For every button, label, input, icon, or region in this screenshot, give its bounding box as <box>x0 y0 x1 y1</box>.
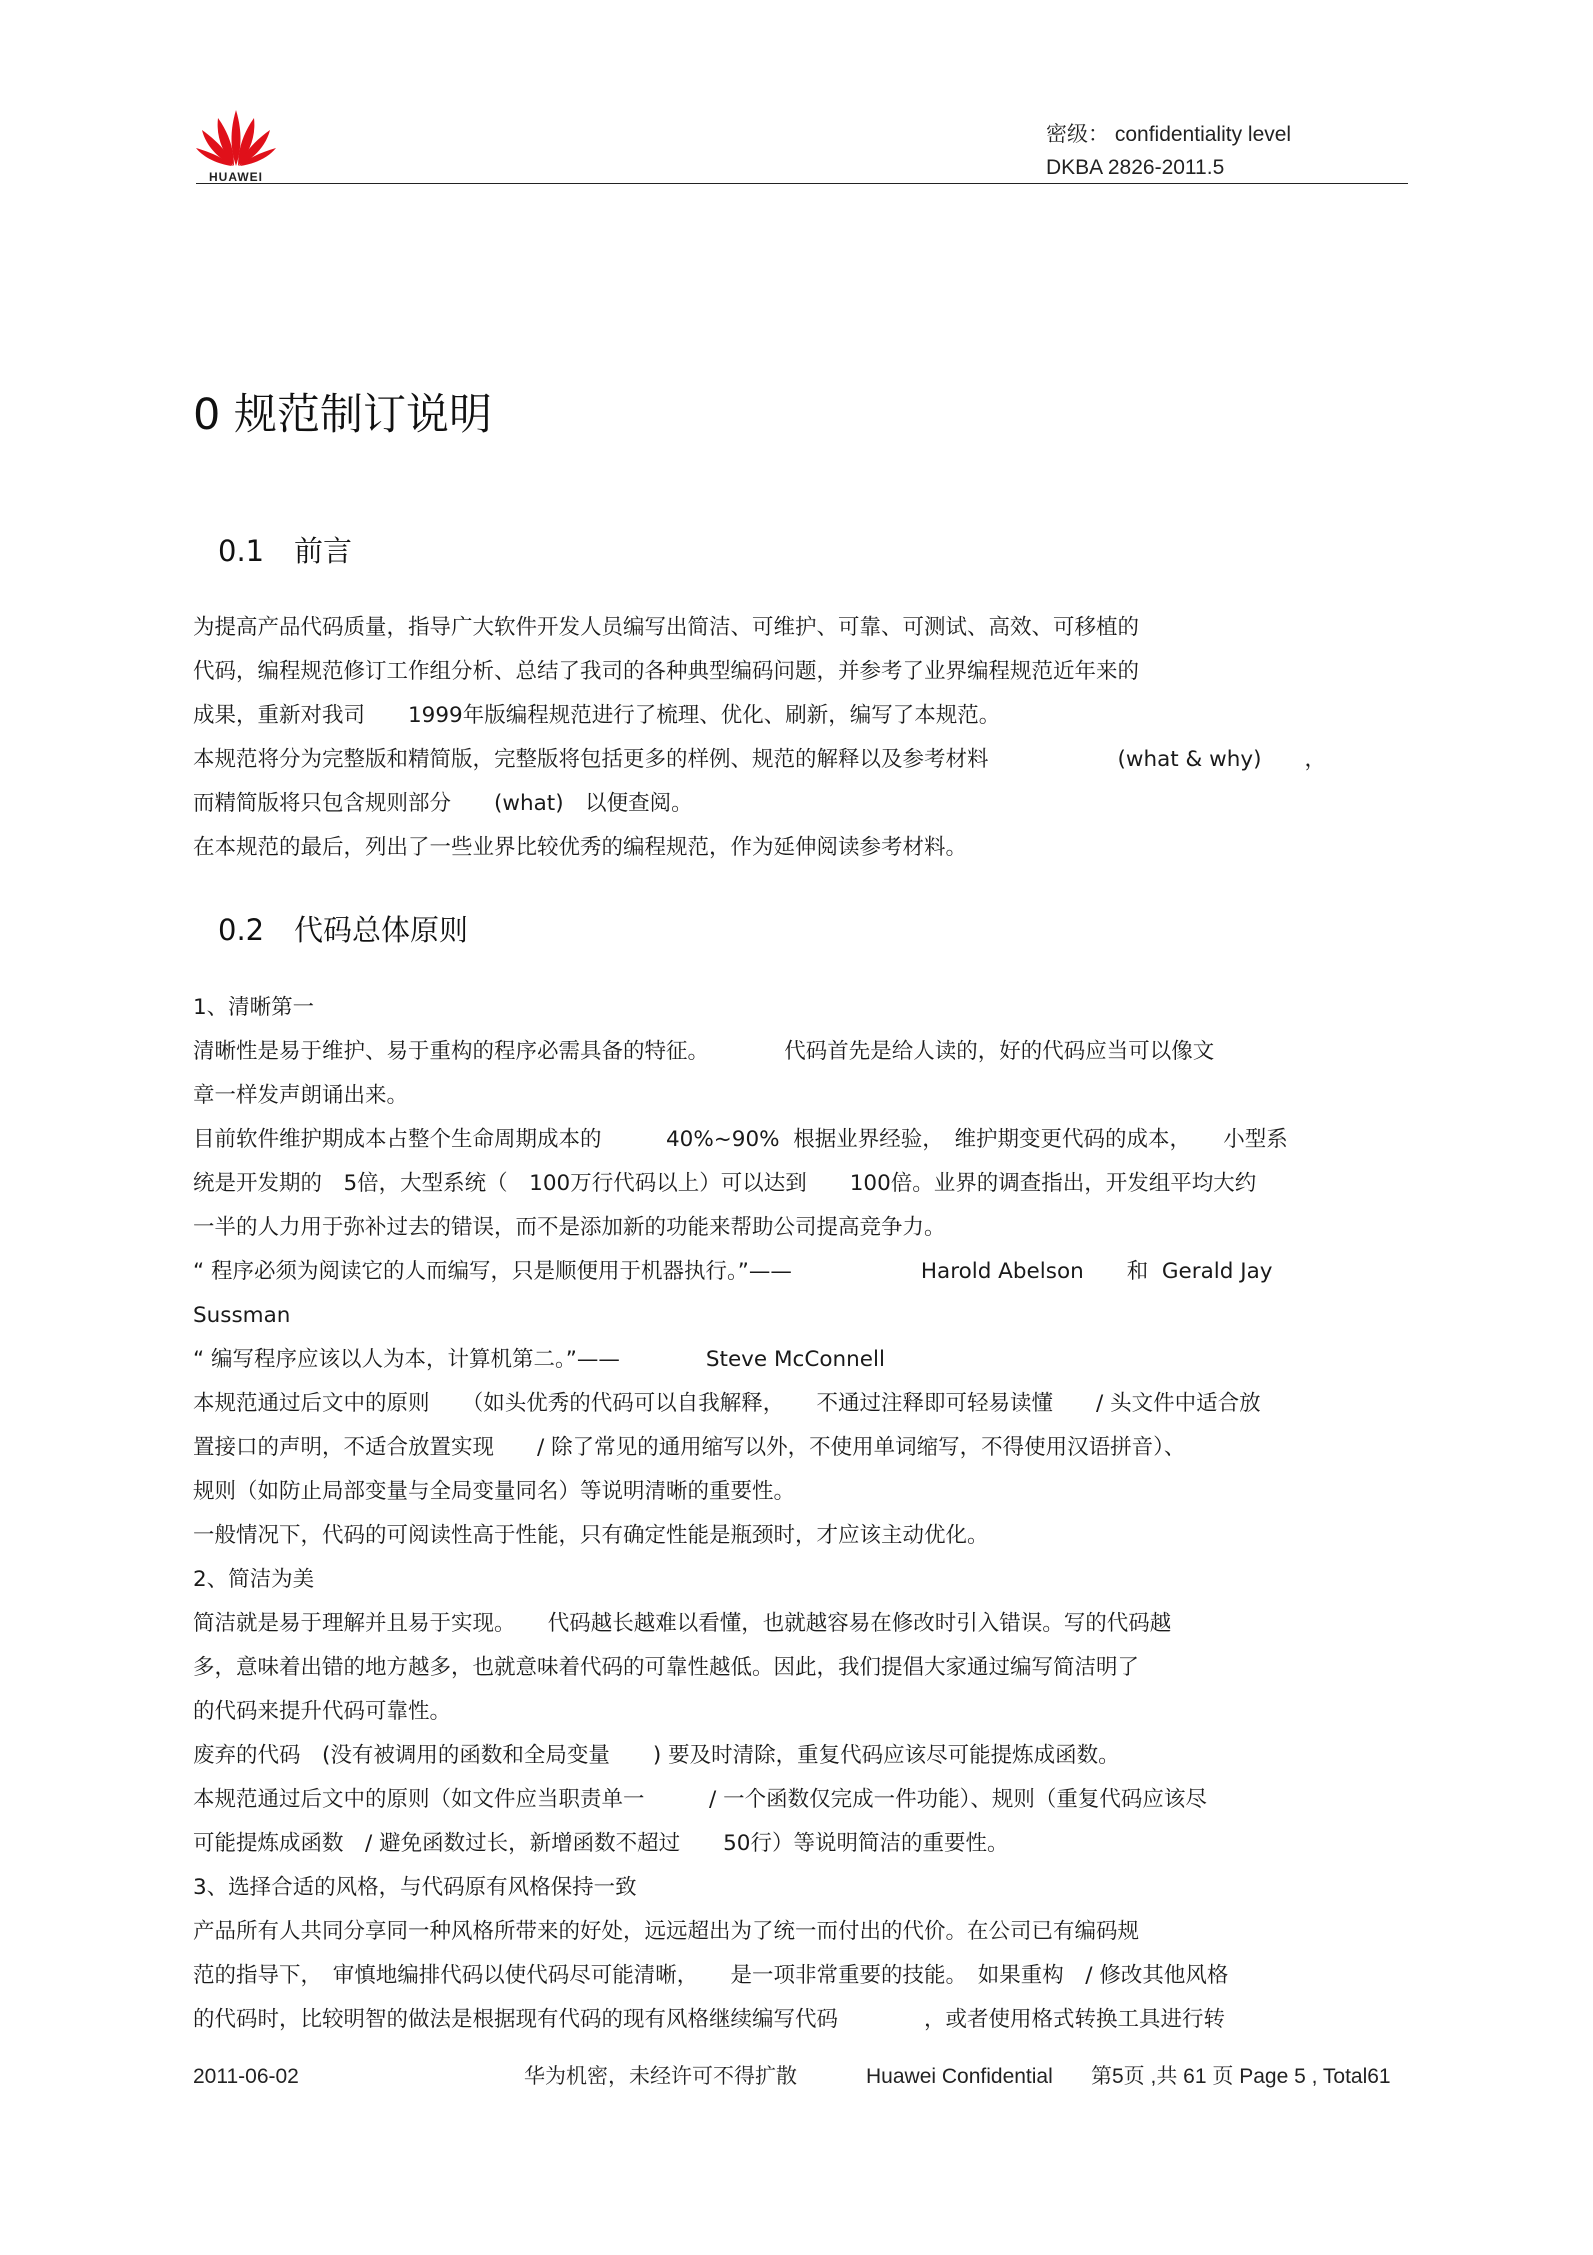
text-line: 目前软件维护期成本占整个生命周期成本的 40%~90% 根据业界经验， 维护期变更代码的成本， 小型系 <box>193 1127 1288 1152</box>
text-line: 为提高产品代码质量，指导广大软件开发人员编写出简洁、可维护、可靠、可测试、高效、可移植的 <box>193 615 1140 640</box>
text-line: 的代码时，比较明智的做法是根据现有代码的现有风格继续编写代码 ，或者使用格式转换工具进行转 <box>193 2007 1226 2032</box>
text-line: 一般情况下，代码的可阅读性高于性能，只有确定性能是瓶颈时，才应该主动优化。 <box>193 1523 989 1548</box>
footer-date: 2011-06-02 <box>193 2065 299 2088</box>
text-line: Sussman <box>193 1303 291 1328</box>
section-heading-0-1 <box>218 530 352 572</box>
section-number: 0.1 <box>218 534 265 568</box>
text-line: 章一样发声朗诵出来。 <box>193 1083 409 1108</box>
page-title: 0 规范制订说明 <box>193 390 493 440</box>
text-line: 范的指导下， 审慎地编排代码以使代码尽可能清晰， 是一项非常重要的技能。 如果重构 / 修改其他风格 <box>193 1963 1229 1988</box>
text-line: 1、清晰第一 <box>193 995 315 1020</box>
text-line: 而精简版将只包含规则部分 (what) 以便查阅。 <box>193 791 693 816</box>
huawei-logo <box>196 108 276 184</box>
header-divider <box>196 183 1408 184</box>
text-line: 在本规范的最后，列出了一些业界比较优秀的编程规范，作为延伸阅读参考材料。 <box>193 835 968 860</box>
text-line: 置接口的声明，不适合放置实现 / 除了常见的通用缩写以外，不使用单词缩写，不得使用汉语拼音）、 <box>193 1435 1186 1460</box>
logo-text: HUAWEI <box>209 170 263 184</box>
text-line: 成果，重新对我司 1999年版编程规范进行了梳理、优化、刷新，编写了本规范。 <box>193 703 1001 728</box>
text-line: 清晰性是易于维护、易于重构的程序必需具备的特征。 代码首先是给人读的，好的代码应当可以像文 <box>193 1039 1215 1064</box>
footer-confidential: Huawei Confidential <box>866 2065 1053 2088</box>
text-line: 3、选择合适的风格，与代码原有风格保持一致 <box>193 1875 637 1900</box>
header-meta <box>1046 118 1291 184</box>
footer-page-number: 第5页 ,共 61 页 Page 5 , Total61 <box>1091 2065 1391 2088</box>
text-line: 本规范将分为完整版和精简版，完整版将包括更多的样例、规范的解释以及参考材料 (what & why) ， <box>193 747 1326 772</box>
text-line: 简洁就是易于理解并且易于实现。 代码越长越难以看懂，也就越容易在修改时引入错误。写的代码越 <box>193 1611 1172 1636</box>
text-line: 2、简洁为美 <box>193 1567 315 1592</box>
text-line: 规则（如防止局部变量与全局变量同名）等说明清晰的重要性。 <box>193 1479 796 1504</box>
text-line: “ 程序必须为阅读它的人而编写，只是顺便用于机器执行。”—— Harold Abelson 和 Gerald Jay <box>193 1259 1273 1284</box>
text-line: 本规范通过后文中的原则（如文件应当职责单一 / 一个函数仅完成一件功能）、规则（重复代码应该尽 <box>193 1787 1207 1812</box>
text-line: 代码，编程规范修订工作组分析、总结了我司的各种典型编码问题，并参考了业界编程规范近年来的 <box>193 659 1140 684</box>
text-line: 多，意味着出错的地方越多，也就意味着代码的可靠性越低。因此，我们提倡大家通过编写简洁明了 <box>193 1655 1140 1680</box>
text-line: 的代码来提升代码可靠性。 <box>193 1699 452 1724</box>
text-line: 产品所有人共同分享同一种风格所带来的好处，远远超出为了统一而付出的代价。在公司已有编码规 <box>193 1919 1140 1944</box>
text-line: 统是开发期的 5倍，大型系统（ 100万行代码以上）可以达到 100倍。业界的调查指出，开发组平均大约 <box>193 1171 1257 1196</box>
section-title: 代码总体原则 <box>294 913 469 947</box>
huawei-petals-icon <box>196 108 276 168</box>
section-heading-0-2 <box>218 909 468 951</box>
preface-paragraphs <box>193 606 1413 870</box>
document-code: DKBA 2826-2011.5 <box>1046 156 1225 179</box>
section-title: 前言 <box>294 534 353 568</box>
text-line: 废弃的代码 (没有被调用的函数和全局变量 ) 要及时清除，重复代码应该尽可能提炼成函数。 <box>193 1743 1120 1768</box>
footer-notice: 华为机密，未经许可不得扩散 <box>524 2065 797 2088</box>
text-line: 可能提炼成函数 / 避免函数过长，新增函数不超过 50行）等说明简洁的重要性。 <box>193 1831 1009 1856</box>
section-number: 0.2 <box>218 913 265 947</box>
text-line: “ 编写程序应该以人为本，计算机第二。”—— Steve McConnell <box>193 1347 885 1372</box>
confidentiality-level: 密级： confidentiality level <box>1046 123 1292 146</box>
text-line: 一半的人力用于弥补过去的错误，而不是添加新的功能来帮助公司提高竞争力。 <box>193 1215 946 1240</box>
principles-paragraphs <box>193 986 1413 2042</box>
text-line: 本规范通过后文中的原则 （如头优秀的代码可以自我解释， 不通过注释即可轻易读懂 / 头文件中适合放 <box>193 1391 1261 1416</box>
